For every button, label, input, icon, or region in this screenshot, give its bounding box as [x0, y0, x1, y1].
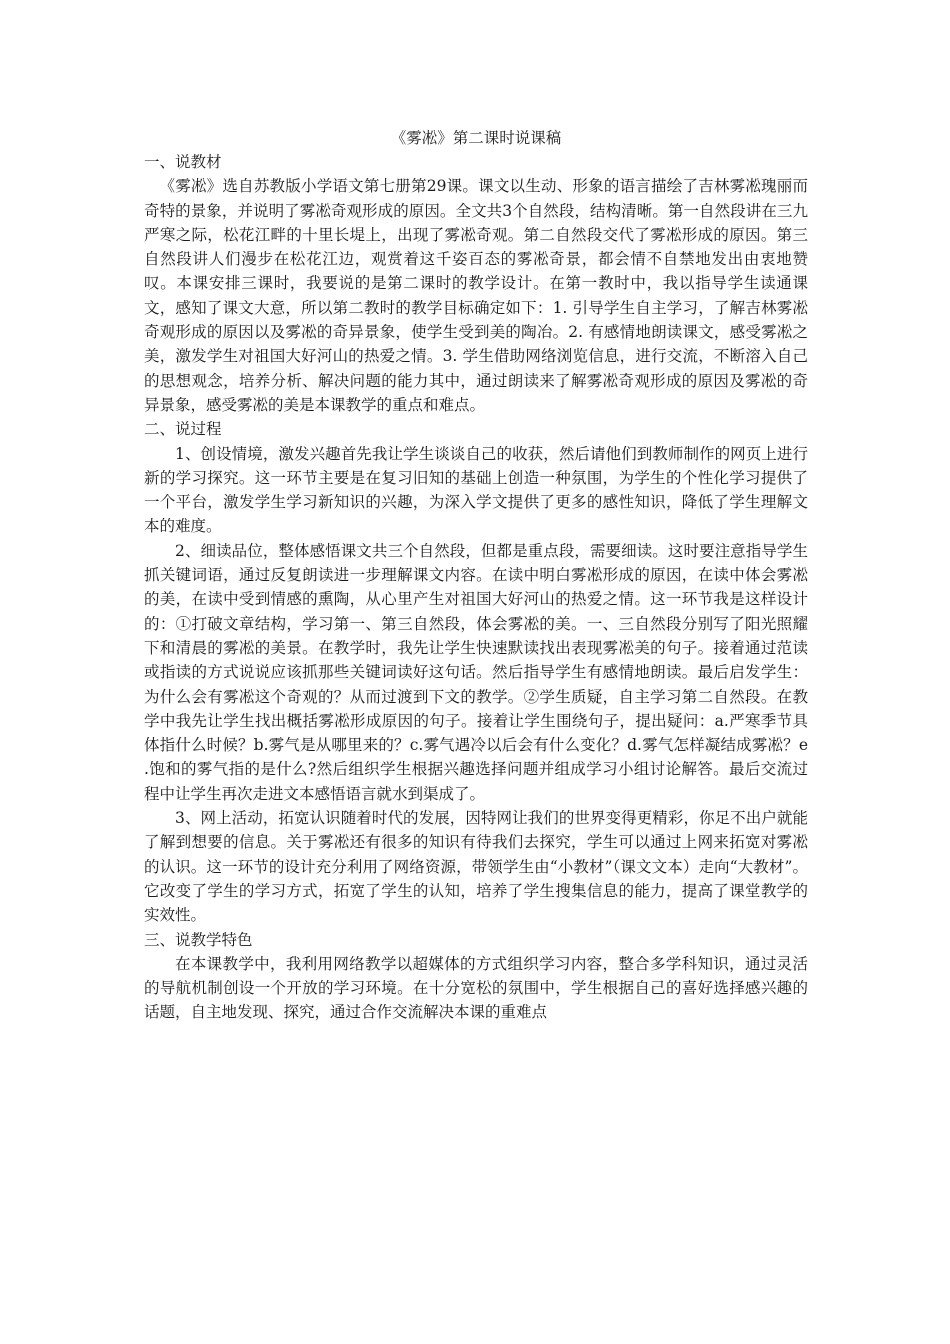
paragraph-process-2: 2、细读品位，整体感悟课文共三个自然段，但都是重点段，需要细读。这时要注意指导学生抓关键词语，通过反复朗读进一步理解课文内容。在读中明白雾凇形成的原因，在读中体会雾凇的美，在读中受到情感的熏陶，从心里产生对祖国大好河山的热爱之情。这一环节我是这样设计的：①打破文章结构，学习第一、第三自然段，体会雾凇的美。一、三自然段分别写了阳光照耀下和清晨的雾凇的美景。在教学时，我先让学生快速默读找出表现雾凇美的句子。接着通过范读或指读的方式说说应该抓那些关键词读好这句话。然后指导学生有感情地朗读。最后启发学生：为什么会有雾凇这个奇观的？从而过渡到下文的教学。②学生质疑，自主学习第二自然段。在教学中我先让学生找出概括雾凇形成原因的句子。接着让学生围绕句子，提出疑问：a.严寒季节具体指什么时候？b.雾气是从哪里来的？c.雾气遇冷以后会有什么变化？d.雾气怎样凝结成雾凇？e .饱和的雾气指的是什么?然后组织学生根据兴趣选择问题并组成学习小组讨论解答。最后交流过程中让学生再次走进文本感悟语言就水到渠成了。: [144, 541, 808, 803]
section-heading-teaching-material: 一、说教材: [144, 153, 222, 171]
paragraph-features: 在本课教学中，我利用网络教学以超媒体的方式组织学习内容，整合多学科知识，通过灵活的导航机制创设一个开放的学习环境。在十分宽松的氛围中，学生根据自己的喜好选择感兴趣的话题，自主地发现、探究，通过合作交流解决本课的重难点: [144, 954, 808, 1022]
section-heading-features: 三、说教学特色: [144, 930, 253, 949]
paragraph-process-1: 1、创设情境，激发兴趣首先我让学生谈谈自己的收获，然后请他们到教师制作的网页上进行新的学习探究。这一环节主要是在复习旧知的基础上创造一种氛围，为学生的个性化学习提供了一个平台，激发学生学习新知识的兴趣，为深入学文提供了更多的感性知识，降低了学生理解文本的难度。: [144, 444, 808, 536]
document-page: [144, 126, 808, 1025]
section-heading-process: 二、说过程: [144, 420, 222, 439]
paragraph-teaching-material: 《雾凇》选自苏教版小学语文第七册第29课。课文以生动、形象的语言描绘了吉林雾凇瑰丽而奇特的景象，并说明了雾凇奇观形成的原因。全文共3个自然段，结构清晰。第一自然段讲在三九严寒之际，松花江畔的十里长堤上，出现了雾凇奇观。第二自然段交代了雾凇形成的原因。第三自然段讲人们漫步在松花江边，观赏着这千姿百态的雾凇奇景，都会情不自禁地发出由衷地赞叹。本课安排三课时，我要说的是第二课时的教学设计。在第一教时中，我以指导学生读通课文，感知了课文大意，所以第二教时的教学目标确定如下：1. 引导学生自主学习，了解吉林雾凇奇观形成的原因以及雾凇的奇异景象，使学生受到美的陶冶。2. 有感情地朗读课文，感受雾凇之美，激发学生对祖国大好河山的热爱之情。3. 学生借助网络浏览信息，进行交流，不断溶入自己的思想观念，培养分析、解决问题的能力其中，通过朗读来了解雾凇奇观形成的原因及雾凇的奇异景象，感受雾凇的美是本课教学的重点和难点。: [144, 177, 808, 414]
document-title: 《雾凇》第二课时说课稿: [390, 129, 562, 147]
paragraph-process-3: 3、网上活动，拓宽认识随着时代的发展，因特网让我们的世界变得更精彩，你足不出户就能了解到想要的信息。关于雾凇还有很多的知识有待我们去探究，学生可以通过上网来拓宽对雾凇的认识。这一环节的设计充分利用了网络资源，带领学生由“小教材”（课文文本）走向“大教材”。它改变了学生的学习方式，拓宽了学生的认知，培养了学生搜集信息的能力，提高了课堂教学的实效性。: [144, 809, 808, 925]
